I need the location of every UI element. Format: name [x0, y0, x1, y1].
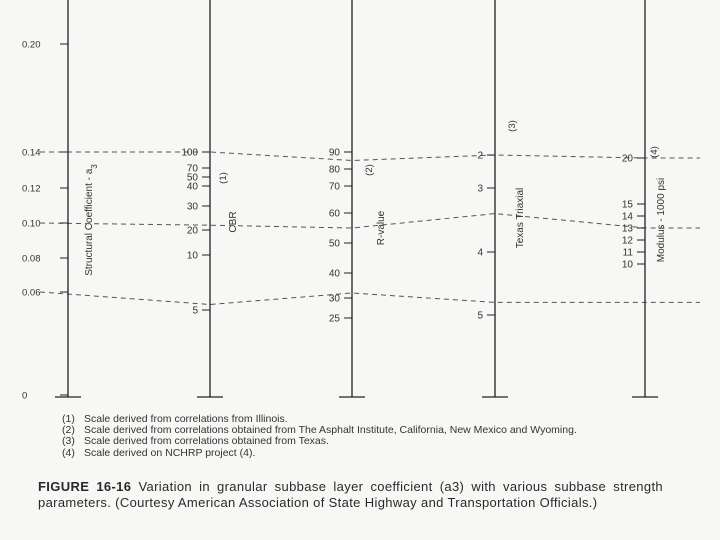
cbr-tick-label: 20	[186, 225, 198, 237]
rvalue-tick-label: 40	[328, 268, 340, 280]
cbr-tick-label: 40	[186, 181, 198, 193]
a3-tick-label: 0	[22, 390, 28, 402]
rvalue-tick-label: 90	[328, 147, 340, 159]
reference-line-3	[40, 292, 700, 305]
figure-label: FIGURE 16-16	[38, 479, 132, 494]
modulus-tick-label: 12	[621, 235, 633, 247]
modulus-axis-label: Modulus - 1000 psi	[656, 177, 667, 263]
footnote-number: (3)	[62, 435, 75, 448]
cbr-axis-label: CBR	[228, 211, 239, 233]
footnote-text: Scale derived from correlations from Illinois.	[84, 413, 288, 425]
footnote-text: Scale derived on NCHRP project (4).	[84, 446, 256, 459]
a3-tick-label: 0.10	[22, 218, 41, 230]
rvalue-tick-label: 50	[328, 238, 340, 250]
texas-tick-label: 5	[477, 310, 483, 322]
figure-caption	[38, 479, 663, 510]
modulus-tick-label: 15	[621, 199, 633, 211]
texas-tick-label: 4	[477, 247, 483, 259]
rvalue-tick-label: 25	[328, 313, 340, 325]
figure-caption-text: Variation in granular subbase layer coefficient (a3) with various subbase strength parameters. (Courtesy American Association of State Highway and Transportation Officials.)	[38, 479, 663, 510]
a3-tick-label: 0.20	[22, 39, 41, 51]
texas-tick-label: 3	[477, 183, 483, 195]
modulus-tick-label: 10	[621, 259, 633, 271]
footnote-text: Scale derived from correlations obtained from The Asphalt Institute, California, New Mexico and Wyoming.	[84, 424, 577, 437]
modulus-tick-label: 20	[621, 153, 633, 165]
reference-line-2	[40, 211, 700, 228]
footnote-3	[62, 436, 662, 447]
axes	[22, 0, 667, 402]
cbr-tick-label: 10	[186, 250, 198, 262]
cbr-tick-label: 70	[186, 163, 198, 175]
cbr-tick-label: 100	[181, 147, 198, 159]
rvalue-tick-label: 60	[328, 208, 340, 220]
texas-tick-label: 2	[477, 150, 483, 162]
modulus-tick-label: 14	[621, 211, 633, 223]
cbr-note-ref: (1)	[218, 172, 229, 184]
cbr-tick-label: 5	[192, 305, 198, 317]
footnote-text: Scale derived from correlations obtained from Texas.	[84, 435, 329, 448]
a3-tick-label: 0.06	[22, 287, 41, 299]
footnote-number: (1)	[62, 413, 75, 425]
modulus-tick-label: 13	[621, 223, 633, 235]
a3-tick-label: 0.14	[22, 147, 41, 159]
rvalue-tick-label: 30	[328, 293, 340, 305]
cbr-tick-label: 30	[186, 201, 198, 213]
axis-label-subscript: 3	[89, 164, 99, 169]
a3-tick-label: 0.08	[22, 253, 41, 265]
rvalue-tick-label: 70	[328, 181, 340, 193]
cbr-tick-label: 50	[186, 172, 198, 184]
reference-line-1	[40, 152, 700, 161]
footnote-number: (4)	[62, 446, 75, 459]
rvalue-note-ref: (2)	[364, 164, 375, 176]
a3-axis-label: Structural Coefficient - $a_3$	[84, 164, 99, 276]
rvalue-axis-label: R-value	[376, 210, 387, 246]
footnotes	[62, 414, 662, 459]
modulus-note-ref: (4)	[649, 146, 660, 158]
a3-tick-label: 0.12	[22, 183, 41, 195]
texas-axis-label: Texas Triaxial	[515, 187, 526, 249]
texas-note-ref: (3)	[507, 120, 518, 132]
rvalue-tick-label: 80	[328, 164, 340, 176]
modulus-tick-label: 11	[622, 247, 633, 259]
footnote-number: (2)	[62, 424, 75, 437]
footnote-4	[62, 448, 662, 459]
